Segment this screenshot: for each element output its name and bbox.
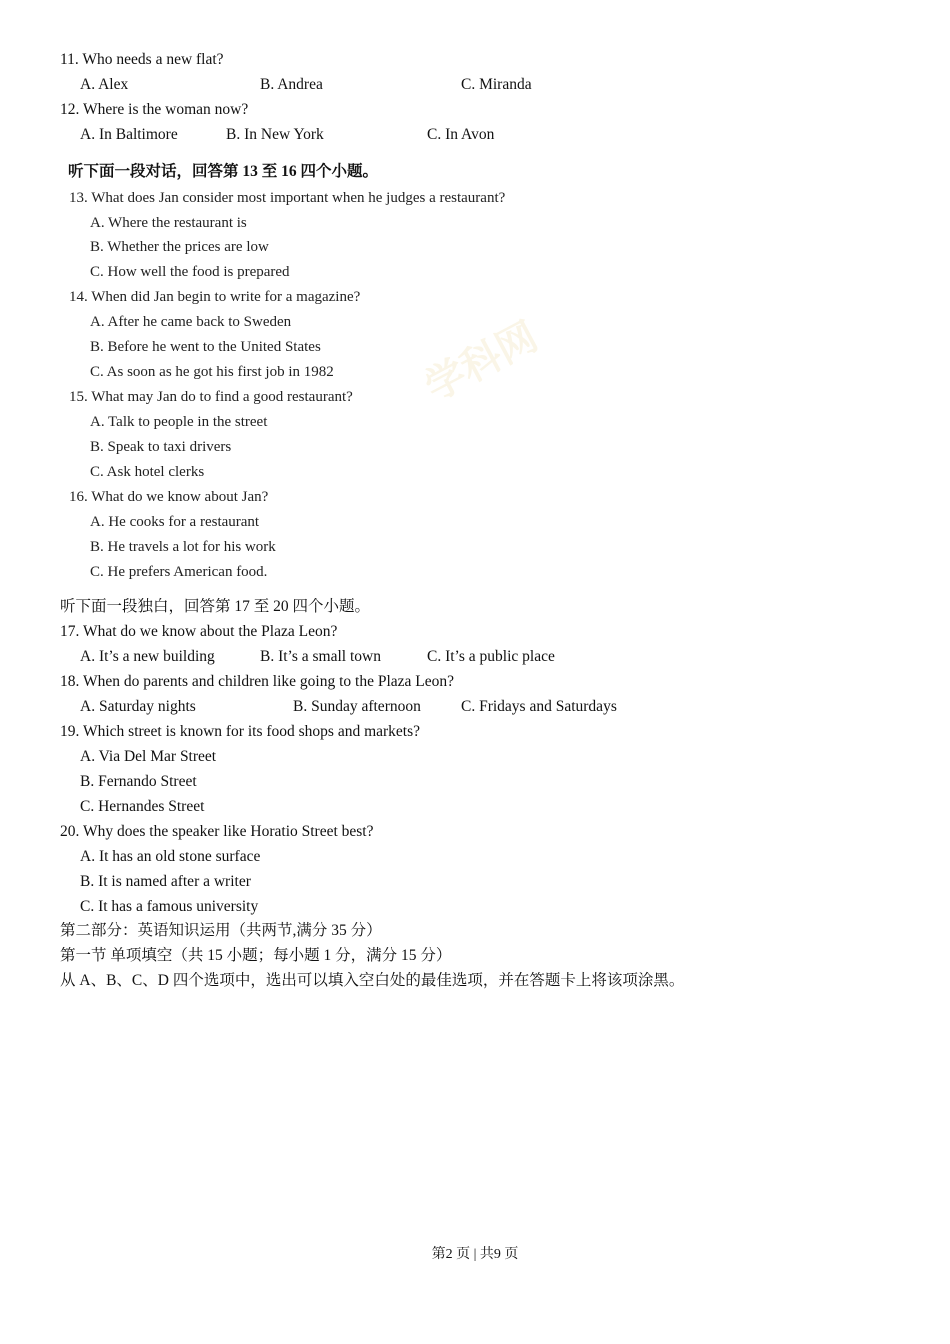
watermark-logo: 学科网 bbox=[417, 313, 546, 411]
question-11-option-b: B. Andrea bbox=[260, 76, 323, 93]
question-16-stem: 16. What do we know about Jan? bbox=[69, 489, 269, 505]
question-17-option-c: C. It’s a public place bbox=[427, 648, 555, 665]
page-footer: 第2 页 | 共9 页 bbox=[431, 1247, 519, 1262]
question-19-option-c: C. Hernandes Street bbox=[80, 798, 205, 815]
part-2-instruction: 从 A、B、C、D 四个选项中，选出可以填入空白处的最佳选项，并在答题卡上将该项涂黑。 bbox=[60, 972, 685, 989]
question-13-option-b: B. Whether the prices are low bbox=[90, 239, 269, 255]
question-17-stem: 17. What do we know about the Plaza Leon? bbox=[60, 623, 338, 640]
question-20-option-b: B. It is named after a writer bbox=[80, 873, 251, 890]
question-18-option-a: A. Saturday nights bbox=[80, 698, 196, 715]
question-15-option-c: C. Ask hotel clerks bbox=[90, 464, 205, 480]
question-11-option-a: A. Alex bbox=[80, 76, 129, 93]
question-13-stem: 13. What does Jan consider most important when he judges a restaurant? bbox=[69, 190, 506, 206]
part-2-section-1-heading: 第一节 单项填空（共 15 小题；每小题 1 分，满分 15 分） bbox=[60, 947, 452, 964]
question-14-option-b: B. Before he went to the United States bbox=[90, 339, 321, 355]
question-14-option-c: C. As soon as he got his first job in 1982 bbox=[90, 364, 334, 380]
question-16-option-a: A. He cooks for a restaurant bbox=[90, 514, 260, 530]
question-11-option-c: C. Miranda bbox=[461, 76, 532, 93]
question-11-stem: 11. Who needs a new flat? bbox=[60, 51, 224, 68]
question-12-option-b: B. In New York bbox=[226, 126, 324, 143]
question-16-option-b: B. He travels a lot for his work bbox=[90, 539, 276, 555]
question-13-option-c: C. How well the food is prepared bbox=[90, 264, 290, 280]
question-12-option-c: C. In Avon bbox=[427, 126, 495, 143]
question-12-stem: 12. Where is the woman now? bbox=[60, 101, 249, 118]
question-14-option-a: A. After he came back to Sweden bbox=[90, 314, 292, 330]
question-19-option-b: B. Fernando Street bbox=[80, 773, 197, 790]
question-17-option-b: B. It’s a small town bbox=[260, 648, 381, 665]
section-heading-13-16: 听下面一段对话，回答第 13 至 16 四个小题。 bbox=[68, 163, 379, 180]
question-16-option-c: C. He prefers American food. bbox=[90, 564, 268, 580]
question-18-option-b: B. Sunday afternoon bbox=[293, 698, 421, 715]
part-2-heading: 第二部分：英语知识运用（共两节,满分 35 分） bbox=[60, 922, 382, 939]
question-12-option-a: A. In Baltimore bbox=[80, 126, 178, 143]
question-20-option-c: C. It has a famous university bbox=[80, 898, 259, 915]
question-18-stem: 18. When do parents and children like going to the Plaza Leon? bbox=[60, 673, 454, 690]
question-15-option-a: A. Talk to people in the street bbox=[90, 414, 268, 430]
question-18-option-c: C. Fridays and Saturdays bbox=[461, 698, 617, 715]
question-19-stem: 19. Which street is known for its food shops and markets? bbox=[60, 723, 421, 740]
question-15-option-b: B. Speak to taxi drivers bbox=[90, 439, 232, 455]
question-20-stem: 20. Why does the speaker like Horatio Street best? bbox=[60, 823, 374, 840]
question-17-option-a: A. It’s a new building bbox=[80, 648, 215, 665]
question-14-stem: 14. When did Jan begin to write for a magazine? bbox=[69, 289, 361, 305]
question-15-stem: 15. What may Jan do to find a good restaurant? bbox=[69, 389, 353, 405]
question-13-option-a: A. Where the restaurant is bbox=[90, 215, 247, 231]
question-20-option-a: A. It has an old stone surface bbox=[80, 848, 261, 865]
question-19-option-a: A. Via Del Mar Street bbox=[80, 748, 217, 765]
section-heading-17-20: 听下面一段独白，回答第 17 至 20 四个小题。 bbox=[60, 598, 371, 615]
